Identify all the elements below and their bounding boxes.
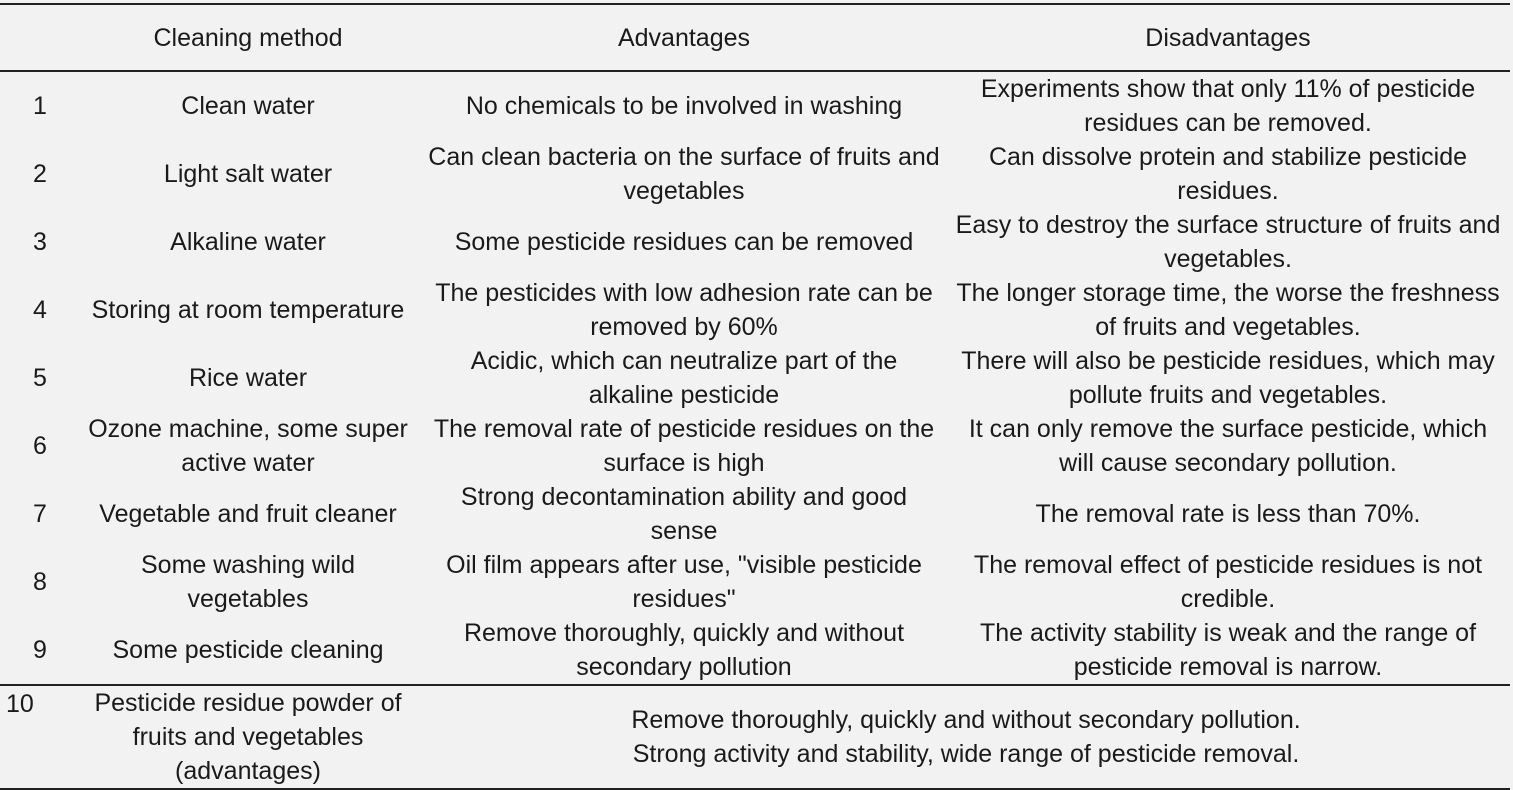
- disadvantages-cell: Experiments show that only 11% of pesticide residues can be removed.: [980, 75, 1476, 137]
- row-number: 6: [33, 432, 47, 460]
- cleaning-method-cell: Rice water: [188, 364, 308, 392]
- advantages-cell: Acidic, which can neutralize part of the alkaline pesticide: [470, 347, 898, 409]
- disadvantages-cell: Easy to destroy the surface structure of fruits and vegetables.: [955, 211, 1501, 273]
- disadvantages-cell: There will also be pesticide residues, which may pollute fruits and vegetables.: [961, 347, 1495, 409]
- table-row: [0, 71, 1510, 140]
- row-number: 4: [33, 296, 47, 324]
- header-advantages: Advantages: [617, 23, 751, 52]
- cleaning-methods-table: [0, 3, 1510, 790]
- table-row: [0, 276, 1510, 344]
- disadvantages-cell: It can only remove the surface pesticide, which will cause secondary pollution.: [968, 415, 1488, 477]
- cleaning-method-cell: Vegetable and fruit cleaner: [99, 500, 397, 528]
- cleaning-method-cell: Light salt water: [163, 160, 333, 188]
- disadvantages-cell: The activity stability is weak and the range of pesticide removal is narrow.: [979, 619, 1477, 681]
- row-number: 5: [33, 364, 47, 392]
- row-number: 2: [33, 160, 47, 188]
- advantages-cell: Can clean bacteria on the surface of fruits and vegetables: [428, 143, 940, 205]
- advantages-cell: Strong decontamination ability and good sense: [460, 483, 908, 545]
- disadvantages-cell: Can dissolve protein and stabilize pesticide residues.: [988, 143, 1468, 205]
- table-row: [0, 548, 1510, 616]
- cleaning-method-cell: Storing at room temperature: [91, 296, 405, 324]
- table-row: [0, 616, 1510, 685]
- row-number: 7: [33, 500, 47, 528]
- advantages-cell: Remove thoroughly, quickly and without secondary pollution: [463, 619, 905, 681]
- disadvantages-cell: The removal rate is less than 70%.: [1035, 500, 1421, 528]
- cleaning-method-cell: Clean water: [181, 92, 315, 120]
- row-number: 10: [6, 690, 34, 718]
- row-number: 3: [33, 228, 47, 256]
- cleaning-method-cell: Ozone machine, some super active water: [88, 415, 408, 477]
- advantages-cell: The removal rate of pesticide residues on the surface is high: [433, 415, 935, 477]
- table-row-summary: [0, 685, 1510, 789]
- table-row: [0, 344, 1510, 412]
- cleaning-method-cell: Some pesticide cleaning: [112, 636, 384, 664]
- summary-line-1: Remove thoroughly, quickly and without secondary pollution.: [631, 706, 1301, 734]
- advantages-cell: The pesticides with low adhesion rate can be removed by 60%: [435, 279, 933, 341]
- header-disadvantages: Disadvantages: [1145, 23, 1311, 52]
- summary-line-2: Strong activity and stability, wide range of pesticide removal.: [632, 740, 1300, 768]
- cleaning-method-cell: Some washing wild vegetables: [141, 551, 355, 613]
- table-row: [0, 140, 1510, 208]
- table-row: [0, 208, 1510, 276]
- summary-advantages-cell: [422, 685, 1510, 789]
- row-number: 1: [33, 92, 47, 120]
- advantages-cell: Some pesticide residues can be removed: [454, 228, 914, 256]
- cleaning-method-cell: Alkaline water: [170, 228, 326, 256]
- disadvantages-cell: The longer storage time, the worse the freshness of fruits and vegetables.: [956, 279, 1500, 341]
- header-number: [0, 4, 74, 71]
- header-cleaning-method: Cleaning method: [153, 23, 343, 52]
- row-number: 8: [33, 568, 47, 596]
- row-number: 9: [33, 636, 47, 664]
- table-header-row: [0, 4, 1510, 71]
- advantages-cell: No chemicals to be involved in washing: [465, 92, 903, 120]
- disadvantages-cell: The removal effect of pesticide residues is not credible.: [973, 551, 1483, 613]
- table-row: [0, 412, 1510, 480]
- advantages-cell: Oil film appears after use, "visible pesticide residues": [446, 551, 922, 613]
- table-row: [0, 480, 1510, 548]
- cleaning-method-cell: Pesticide residue powder of fruits and vegetables (advantages): [94, 689, 402, 785]
